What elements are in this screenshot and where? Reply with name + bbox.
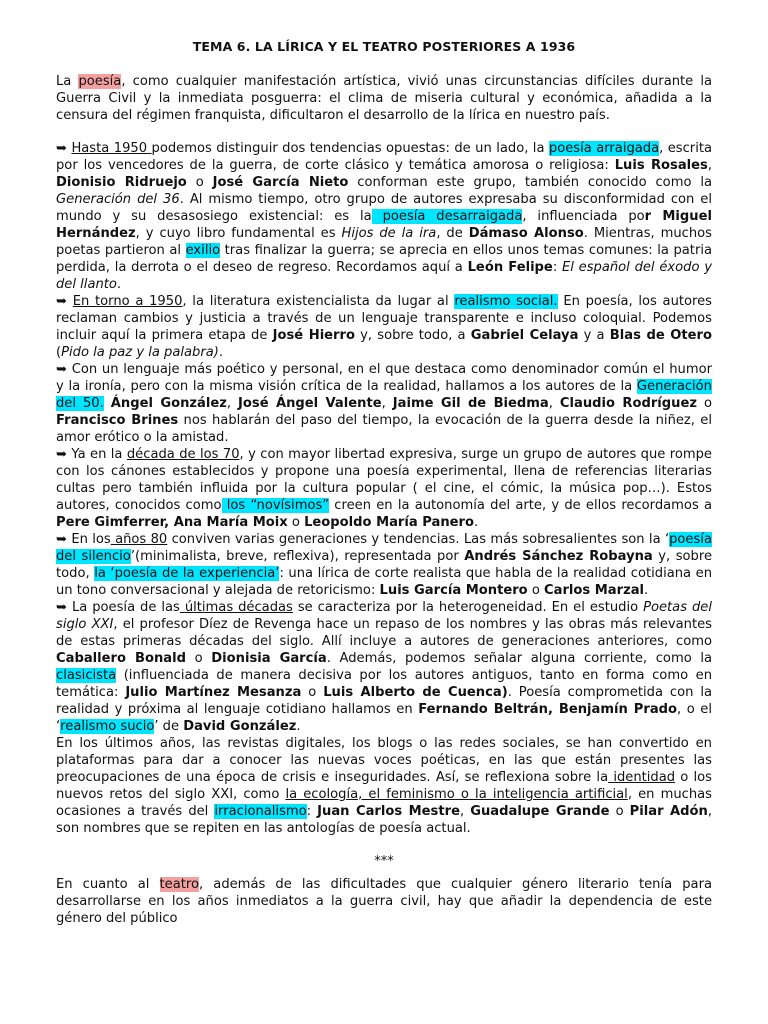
paragraph-ultimos-anos [56, 735, 712, 837]
paragraph-anos-80 [56, 531, 712, 599]
text: . Mientras, muchos poetas partieron al [56, 226, 712, 258]
author-name: Guadalupe Grande [470, 804, 610, 819]
text: , escrita por los vencedores de la guerra, de corte clásico y temática amorosa o religiosa: [56, 141, 712, 173]
underlined-text: años 80 [110, 532, 168, 547]
text: o los nuevos retos del siglo XXI, como [56, 770, 712, 802]
highlight: poesía del silencio [56, 532, 712, 564]
highlight: realismo sucio [60, 719, 155, 734]
author-name: Dionisia García [211, 651, 327, 666]
highlight: irracionalismo [214, 804, 307, 819]
text: La poesía de las [66, 600, 180, 615]
text: , y con mayor libertad expresiva, surge un grupo de autores que rompe con los cánones establecidos y propone una poesía experimental, llena de referencias literarias cultas pero también influida por la cultura popular ( el cine, el cómic, la música pop…). Estos autores, conocidos como [56, 447, 712, 513]
text: . [218, 345, 224, 360]
text: tras finalizar la guerra; se aprecia en ellos unos temas comunes: la patria perdida, la derrota o el deseo de regreso. Recordamos aquí a [56, 243, 712, 275]
author-name: Dámaso Alonso [468, 226, 584, 241]
highlight-teatro: teatro [159, 877, 200, 892]
arrow-bullet-icon: ➥ [56, 141, 67, 156]
text: . Poesía comprometida con la realidad y próxima al lenguaje cotidiano hallamos en [56, 685, 712, 717]
author-name: Pilar Adón [629, 804, 708, 819]
author-name: Juan Carlos Mestre [317, 804, 460, 819]
highlight: Generación del 50. [56, 379, 712, 411]
highlight: poesía desarraigada [371, 209, 523, 224]
highlight: exilio [185, 243, 221, 258]
text: y, sobre todo, [56, 549, 713, 581]
author-name: Ángel González [110, 396, 227, 411]
arrow-bullet-icon: ➥ [56, 362, 67, 377]
text: , como cualquier manifestación artística, vivió unas circunstancias difíciles durante la Guerra Civil y la inmediata posguerra: el clima de miseria cultural y económica, añadida a la censura del régimen franquista, dificultaron el desarrollo de la lírica en nuestro país. [56, 74, 713, 123]
author-name: Francisco Brines [56, 413, 179, 428]
text: creen en la autonomía del arte, y de ellos recordamos a [329, 498, 713, 513]
italic-title: Generación del 36 [56, 192, 180, 207]
author-name: José Ángel Valente [238, 396, 382, 411]
author-name: Pere Gimferrer, Ana María Moix [56, 515, 288, 530]
text: o [609, 804, 630, 819]
italic-title: Hijos de la ira [341, 226, 437, 241]
section-separator: *** [374, 854, 394, 869]
text: o [301, 685, 324, 700]
paragraph-teatro [56, 876, 712, 927]
author-name: Jaime Gil de Biedma [392, 396, 549, 411]
text: La [56, 74, 79, 89]
highlight: clasicista [56, 668, 117, 683]
paragraph-generacion-50 [56, 361, 712, 446]
text: (influenciada de manera decisiva por los autores antiguos, tanto en forma como en temática: [56, 668, 712, 700]
author-name: David González [183, 719, 297, 734]
text: y, sobre todo, a [354, 328, 471, 343]
author-name: Luis Rosales [614, 158, 708, 173]
text: , la literatura existencialista da lugar al [182, 294, 455, 309]
author-name: Luis Alberto de Cuenca) [323, 685, 508, 700]
text: , además de las dificultades que cualquier género literario tenía para desarrollarse en los años inmediatos a la guerra civil, hay que añadir la dependencia de este género del público [56, 877, 712, 926]
paragraph-hasta-1950 [56, 140, 712, 293]
author-name: Julio Martínez Mesanza [125, 685, 302, 700]
text: se caracteriza por la heterogeneidad. En el estudio [292, 600, 644, 615]
text: ( [56, 345, 62, 360]
text: conviven varias generaciones y tendencias. Las más sobresalientes son la ‘ [167, 532, 670, 547]
italic-title: Pido la paz y la palabra) [61, 345, 219, 360]
text: podemos distinguir dos tendencias opuestas: de un lado, la [151, 141, 549, 156]
underlined-text: década de los 70 [126, 447, 240, 462]
author-name: Claudio Rodríguez [559, 396, 697, 411]
text: : una lírica de corte realista que habla de la realidad cotidiana en un tono conversacional y alejada de retoricismo: [56, 566, 712, 598]
text: o [287, 515, 305, 530]
author-name: Dionisio Ridruejo [56, 175, 187, 190]
underlined-text: la ecología, el feminismo o la inteligencia artificial [285, 787, 628, 802]
text: , son nombres que se repiten en las antologías de poesía actual. [56, 804, 713, 836]
text: En poesía, los autores reclaman cambios y justicia a través de un lenguaje transparente e incluso coloquial. Podemos incluir aquí la primera etapa de [56, 294, 712, 343]
italic-title: El español del éxodo y del llanto [56, 260, 712, 292]
text: . Además, podemos señalar alguna corriente, como la [326, 651, 712, 666]
text: Con un lenguaje más poético y personal, en el que destaca como denominador común el humor y la ironía, pero con la misma visión crítica de la realidad, hallamos a los autores de la [56, 362, 712, 394]
underlined-text: En torno a 1950 [72, 294, 183, 309]
italic-title: Poetas del siglo XXI [56, 600, 712, 632]
arrow-bullet-icon: ➥ [56, 532, 67, 547]
text: : [306, 804, 318, 819]
arrow-bullet-icon: ➥ [56, 294, 67, 309]
author-name: José Hierro [272, 328, 355, 343]
paragraph-decada-70 [56, 446, 712, 531]
text: , el profesor Díez de Revenga hace un repaso de los nombres y las obras más relevantes de estas primeras décadas del siglo. Allí incluye a autores de generaciones anteriores, como [56, 617, 712, 649]
text: o [186, 651, 212, 666]
text [104, 396, 111, 411]
text: . [474, 515, 479, 530]
author-name: Leopoldo María Panero [304, 515, 475, 530]
highlight: poesía arraigada [548, 141, 660, 156]
author-name: Fernando Beltrán, Benjamín Prado [418, 702, 678, 717]
text: , [707, 158, 712, 173]
author-name: Carlos Marzal [544, 583, 645, 598]
text: , y cuyo libro fundamental es [135, 226, 342, 241]
text: o [696, 396, 712, 411]
author-name: r Miguel Hernández [56, 209, 712, 241]
text: , [381, 396, 393, 411]
text: En los [66, 532, 111, 547]
author-name: José García Nieto [212, 175, 349, 190]
text: : [552, 260, 562, 275]
text: , influenciada po [522, 209, 645, 224]
text: En cuanto al [56, 877, 160, 892]
highlight-poesia: poesía [78, 74, 122, 89]
text: , [226, 396, 239, 411]
text: En los últimos años, las revistas digitales, los blogs o las redes sociales, se han convertido en plataformas para dar a conocer las nuevas voces poéticas, en las que están presentes las preocupaciones de una época de crisis e inseguridades. Así, se reflexiona sobre la [56, 736, 712, 785]
arrow-bullet-icon: ➥ [56, 447, 67, 462]
text: nos hablarán del paso del tiempo, la evocación de la guerra desde la niñez, el amor erótico o la amistad. [56, 413, 712, 445]
text: ’ de [154, 719, 184, 734]
author-name: Blas de Otero [609, 328, 713, 343]
text: o [527, 583, 545, 598]
author-name: León Felipe [467, 260, 553, 275]
text: , [459, 804, 471, 819]
paragraph-ultimas-decadas [56, 599, 712, 735]
text: y a [578, 328, 610, 343]
text: conforman este grupo, también conocido como la [348, 175, 713, 190]
document-title: TEMA 6. LA LÍRICA Y EL TEATRO POSTERIORES A 1936 [192, 39, 576, 54]
paragraph-intro [56, 73, 712, 124]
text: , [548, 396, 560, 411]
author-name: Caballero Bonald [56, 651, 186, 666]
text: , en muchas ocasiones a través del [56, 787, 712, 819]
author-name: Luis García Montero [379, 583, 528, 598]
text: . Al mismo tiempo, otro grupo de autores expresaba su disconformidad con el mundo y su desasosiego existencial: es la [56, 192, 712, 224]
text: o [186, 175, 213, 190]
text: . [644, 583, 649, 598]
highlight: la ‘poesía de la experiencia’ [94, 566, 280, 581]
text: , de [436, 226, 469, 241]
text: Ya en la [66, 447, 127, 462]
author-name: Andrés Sánchez Robayna [464, 549, 653, 564]
author-name: Gabriel Celaya [470, 328, 579, 343]
arrow-bullet-icon: ➥ [56, 600, 67, 615]
text: , o el ‘ [56, 702, 712, 734]
text: . [116, 277, 122, 292]
underlined-text: identidad [608, 770, 676, 785]
underlined-text: últimas décadas [179, 600, 293, 615]
highlight: los “novísimos” [221, 498, 330, 513]
underlined-text: Hasta 1950 [71, 141, 152, 156]
text: . [296, 719, 301, 734]
text: ’(minimalista, breve, reflexiva), representada por [130, 549, 465, 564]
paragraph-torno-1950 [56, 293, 712, 361]
highlight: realismo social. [454, 294, 558, 309]
